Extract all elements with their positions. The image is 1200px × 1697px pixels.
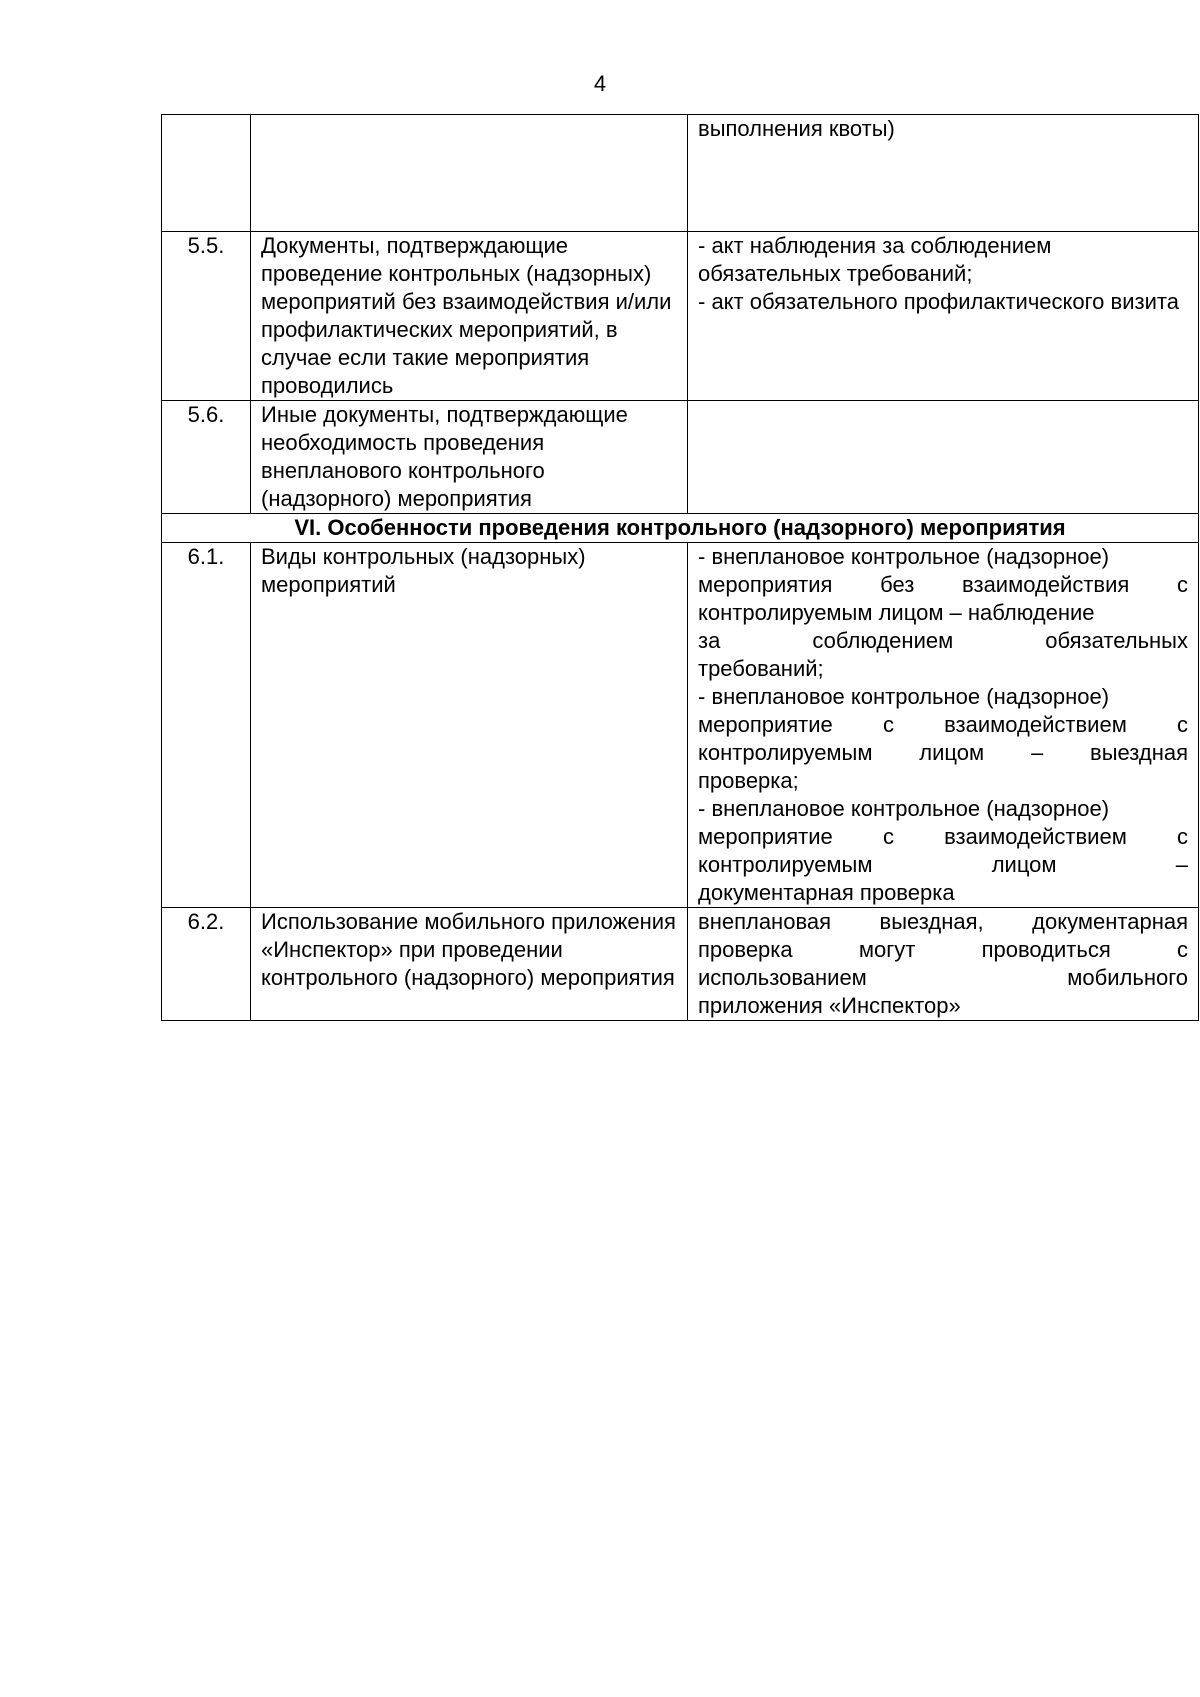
- value-line: контролируемым лицом – наблюдение: [698, 600, 1095, 625]
- section-header-row: [162, 514, 1199, 543]
- table-row: [162, 908, 1199, 1021]
- section-title: VI. Особенности проведения контрольного (надзорного) мероприятия: [162, 514, 1199, 543]
- row-number: 5.5.: [162, 232, 251, 401]
- row-number: 6.2.: [162, 908, 251, 1021]
- row-description: Иные документы, подтверждающие необходимость проведения внепланового контрольного (надзорного) мероприятия: [251, 401, 688, 514]
- row-number: 5.6.: [162, 401, 251, 514]
- row-value: [688, 232, 1199, 401]
- value-line: проверка;: [698, 768, 799, 793]
- value-line: внеплановая выездная, документарная: [698, 909, 1188, 934]
- row-description: Виды контрольных (надзорных) мероприятий: [251, 543, 688, 908]
- row-value: выполнения квоты): [688, 115, 1199, 232]
- value-line: - внеплановое контрольное (надзорное): [698, 684, 1110, 709]
- value-line: приложения «Инспектор»: [698, 993, 961, 1018]
- value-line: - акт наблюдения за соблюдением обязательных требований;: [698, 233, 1052, 286]
- value-line: проверка могут проводиться с: [698, 937, 1188, 962]
- row-description: Использование мобильного приложения «Инспектор» при проведении контрольного (надзорного) мероприятия: [251, 908, 688, 1021]
- value-line: контролируемым лицом – выездная: [698, 740, 1188, 765]
- value-line: документарная проверка: [698, 880, 955, 905]
- row-description: [251, 115, 688, 232]
- value-line: мероприятия без взаимодействия с: [698, 572, 1188, 597]
- row-number: [162, 115, 251, 232]
- table-row: [162, 115, 1199, 232]
- page-number: 4: [593, 71, 607, 96]
- row-value: [688, 543, 1199, 908]
- value-line: мероприятие с взаимодействием с: [698, 824, 1188, 849]
- row-number: 6.1.: [162, 543, 251, 908]
- row-value: [688, 908, 1199, 1021]
- value-line: - внеплановое контрольное (надзорное): [698, 544, 1110, 569]
- row-value: [688, 401, 1199, 514]
- table-row: [162, 232, 1199, 401]
- value-line: - внеплановое контрольное (надзорное): [698, 796, 1110, 821]
- requirements-table: [161, 114, 1199, 1021]
- value-line: использованием мобильного: [698, 965, 1188, 990]
- table-row: [162, 401, 1199, 514]
- value-line: - акт обязательного профилактического визита: [698, 289, 1179, 314]
- value-line: мероприятие с взаимодействием с: [698, 712, 1188, 737]
- table-row: [162, 543, 1199, 908]
- value-line: контролируемым лицом –: [698, 852, 1188, 877]
- row-description: Документы, подтверждающие проведение контрольных (надзорных) мероприятий без взаимодействия и/или профилактических мероприятий, в случае если такие мероприятия проводились: [251, 232, 688, 401]
- value-line: требований;: [698, 656, 824, 681]
- value-line: за соблюдением обязательных: [698, 628, 1188, 653]
